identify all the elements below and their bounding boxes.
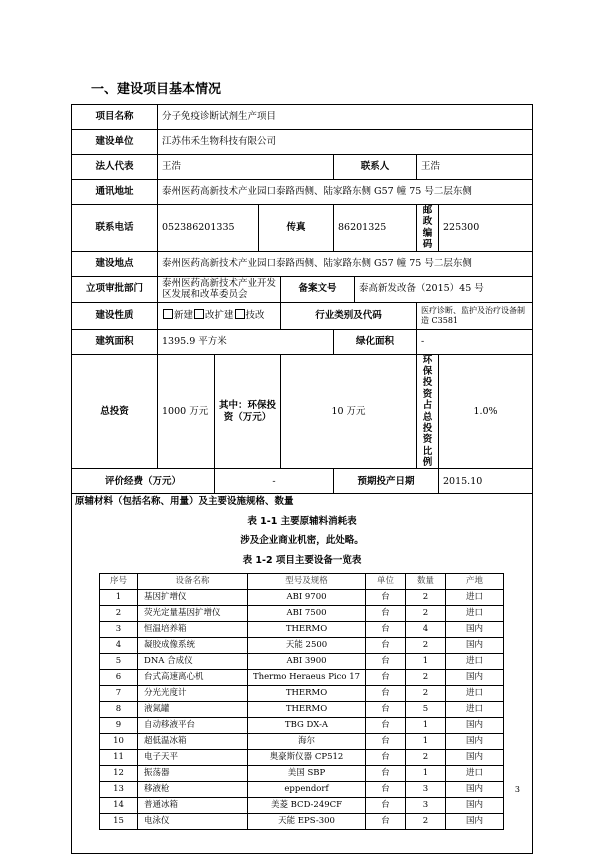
postcode-value: 225300 — [439, 205, 533, 252]
table-cell: 奥豪斯仪器 CP512 — [248, 750, 366, 766]
operation-date-value: 2015.10 — [439, 469, 533, 494]
table-cell: 台 — [366, 814, 406, 830]
table-cell: ABI 7500 — [248, 606, 366, 622]
table-cell: 台式高速离心机 — [138, 670, 248, 686]
table2-caption: 表 1-2 项目主要设备一览表 — [242, 554, 362, 566]
table-cell: ABI 3900 — [248, 654, 366, 670]
table-row — [100, 702, 504, 718]
env-invest-value: 10 万元 — [281, 354, 417, 469]
table-cell: 12 — [100, 766, 138, 782]
table-row — [100, 718, 504, 734]
nature-expand-checkbox[interactable] — [194, 309, 204, 319]
legal-value: 王浩 — [158, 155, 334, 180]
fax-value: 86201325 — [334, 205, 417, 252]
table-cell: 5 — [406, 702, 446, 718]
table-cell: 15 — [100, 814, 138, 830]
table-cell: TBG DX-A — [248, 718, 366, 734]
table-cell: 电泳仪 — [138, 814, 248, 830]
table-cell: 台 — [366, 670, 406, 686]
fax-label: 传真 — [259, 205, 334, 252]
table-cell: 台 — [366, 718, 406, 734]
nature-value — [158, 302, 281, 329]
header-cell: 型号及规格 — [248, 574, 366, 590]
green-label: 绿化面积 — [334, 329, 417, 354]
area-label: 建筑面积 — [72, 329, 158, 354]
phone-label: 联系电话 — [72, 205, 158, 252]
filing-label: 备案文号 — [281, 276, 355, 302]
project-name-label: 项目名称 — [72, 105, 158, 130]
table-row — [100, 638, 504, 654]
table-cell: 台 — [366, 702, 406, 718]
green-value: - — [417, 329, 533, 354]
table-cell: THERMO — [248, 702, 366, 718]
table-row — [100, 798, 504, 814]
table-cell: 进口 — [446, 766, 504, 782]
table-cell: 4 — [406, 622, 446, 638]
eval-fee-label: 评价经费（万元） — [72, 469, 215, 494]
confidential-note: 涉及企业商业机密，此处略。 — [240, 535, 364, 547]
nature-new-checkbox[interactable] — [163, 309, 173, 319]
invest-value: 1000 万元 — [158, 354, 215, 469]
table-row — [100, 814, 504, 830]
table-cell: 国内 — [446, 750, 504, 766]
site-label: 建设地点 — [72, 251, 158, 276]
table-cell: 荧光定量基因扩增仪 — [138, 606, 248, 622]
table-cell: 国内 — [446, 670, 504, 686]
table-cell: ABI 9700 — [248, 590, 366, 606]
table-cell: 13 — [100, 782, 138, 798]
table-cell: 14 — [100, 798, 138, 814]
table-cell: 液氮罐 — [138, 702, 248, 718]
table-cell: 2 — [406, 638, 446, 654]
table-cell: 自动移液平台 — [138, 718, 248, 734]
industry-value: 医疗诊断、监护及治疗设备制造 C3581 — [417, 302, 533, 329]
table-cell: 进口 — [446, 590, 504, 606]
table-cell: 1 — [406, 718, 446, 734]
table-row — [100, 606, 504, 622]
table-cell: 凝胶成像系统 — [138, 638, 248, 654]
header-cell: 序号 — [100, 574, 138, 590]
header-cell: 设备名称 — [138, 574, 248, 590]
table-cell: 普通冰箱 — [138, 798, 248, 814]
env-invest-label: 其中：环保投资（万元） — [215, 354, 281, 469]
table-cell: 台 — [366, 638, 406, 654]
table-cell: 3 — [100, 622, 138, 638]
contact-value: 王浩 — [417, 155, 533, 180]
table-cell: Thermo Heraeus Pico 17 — [248, 670, 366, 686]
header-cell: 数量 — [406, 574, 446, 590]
table-cell: 1 — [406, 734, 446, 750]
table-row — [100, 622, 504, 638]
table-cell: 美菱 BCD-249CF — [248, 798, 366, 814]
table-cell: 2 — [406, 686, 446, 702]
table-cell: 11 — [100, 750, 138, 766]
header-cell: 产地 — [446, 574, 504, 590]
table-cell: 台 — [366, 654, 406, 670]
table-cell: 美国 SBP — [248, 766, 366, 782]
table-cell: 5 — [100, 654, 138, 670]
header-cell: 单位 — [366, 574, 406, 590]
approval-dept-label: 立项审批部门 — [72, 276, 158, 302]
table-cell: 国内 — [446, 814, 504, 830]
project-info-table — [71, 104, 533, 854]
table-cell: 8 — [100, 702, 138, 718]
phone-value: 052386201335 — [158, 205, 259, 252]
table-cell: THERMO — [248, 686, 366, 702]
table-cell: 进口 — [446, 702, 504, 718]
address-value: 泰州医药高新技术产业园口泰路西侧、陆家路东侧 G57 幢 75 号二层东侧 — [158, 180, 533, 205]
nature-tech-label: 技改 — [245, 310, 265, 322]
table-cell: 台 — [366, 606, 406, 622]
industry-label: 行业类别及代码 — [281, 302, 417, 329]
table1-caption: 表 1-1 主要原辅料消耗表 — [247, 515, 357, 527]
table-cell: 1 — [406, 766, 446, 782]
address-label: 通讯地址 — [72, 180, 158, 205]
page-number: 3 — [514, 785, 520, 794]
table-cell: 台 — [366, 686, 406, 702]
table-cell: 国内 — [446, 734, 504, 750]
table-cell: 移液枪 — [138, 782, 248, 798]
table-cell: 3 — [406, 782, 446, 798]
table-cell: 恒温培养箱 — [138, 622, 248, 638]
table-cell: 1 — [100, 590, 138, 606]
area-value: 1395.9 平方米 — [158, 329, 334, 354]
table-cell: 分光光度计 — [138, 686, 248, 702]
table-cell: 电子天平 — [138, 750, 248, 766]
table-cell: 10 — [100, 734, 138, 750]
nature-label: 建设性质 — [72, 302, 158, 329]
table-cell: 进口 — [446, 654, 504, 670]
filing-value: 泰高新发改备（2015）45 号 — [355, 276, 533, 302]
materials-section — [72, 494, 533, 854]
table-cell: 9 — [100, 718, 138, 734]
table-row — [100, 670, 504, 686]
equipment-table — [99, 573, 504, 830]
table-cell: 4 — [100, 638, 138, 654]
table-cell: 台 — [366, 734, 406, 750]
table-cell: 海尔 — [248, 734, 366, 750]
builder-value: 江苏伟禾生物科技有限公司 — [158, 130, 533, 155]
table-row — [100, 782, 504, 798]
table-cell: 2 — [406, 606, 446, 622]
equipment-header-row — [100, 574, 504, 590]
section-title: 一、建设项目基本情况 — [91, 82, 222, 97]
table-cell: 台 — [366, 782, 406, 798]
table-cell: 台 — [366, 766, 406, 782]
contact-label: 联系人 — [334, 155, 417, 180]
table-cell: 国内 — [446, 622, 504, 638]
table-cell: 振荡器 — [138, 766, 248, 782]
eval-fee-value: - — [215, 469, 334, 494]
nature-expand-label: 改扩建 — [205, 310, 234, 322]
nature-new-label: 新建 — [174, 310, 194, 322]
builder-label: 建设单位 — [72, 130, 158, 155]
table-cell: 6 — [100, 670, 138, 686]
table-row — [100, 686, 504, 702]
table-row — [100, 654, 504, 670]
operation-date-label: 预期投产日期 — [334, 469, 439, 494]
env-ratio-label: 环保投资占总投资比例 — [417, 354, 439, 469]
table-row — [100, 590, 504, 606]
table-cell: 进口 — [446, 606, 504, 622]
table-cell: 国内 — [446, 718, 504, 734]
table-cell: 3 — [406, 798, 446, 814]
table-cell: 1 — [406, 654, 446, 670]
table-cell: 2 — [406, 670, 446, 686]
legal-label: 法人代表 — [72, 155, 158, 180]
table-cell: 基因扩增仪 — [138, 590, 248, 606]
table-row — [100, 734, 504, 750]
env-ratio-value: 1.0% — [439, 354, 533, 469]
table-cell: 台 — [366, 590, 406, 606]
table-cell: 台 — [366, 750, 406, 766]
nature-tech-checkbox[interactable] — [235, 309, 245, 319]
table-cell: DNA 合成仪 — [138, 654, 248, 670]
table-cell: 7 — [100, 686, 138, 702]
table-cell: 台 — [366, 622, 406, 638]
table-row — [100, 750, 504, 766]
table-cell: 台 — [366, 798, 406, 814]
table-cell: 超低温冰箱 — [138, 734, 248, 750]
postcode-label: 邮政编码 — [417, 205, 439, 252]
table-cell: 2 — [406, 590, 446, 606]
table-cell: 天能 EPS-300 — [248, 814, 366, 830]
materials-heading: 原辅材料（包括名称、用量）及主要设施规格、数量 — [75, 496, 294, 508]
site-value: 泰州医药高新技术产业园口泰路西侧、陆家路东侧 G57 幢 75 号二层东侧 — [158, 251, 533, 276]
table-cell: 2 — [100, 606, 138, 622]
table-cell: 2 — [406, 750, 446, 766]
table-cell: THERMO — [248, 622, 366, 638]
table-cell: 国内 — [446, 782, 504, 798]
table-cell: 2 — [406, 814, 446, 830]
table-row — [100, 766, 504, 782]
table-cell: 天能 2500 — [248, 638, 366, 654]
table-cell: 国内 — [446, 638, 504, 654]
approval-dept-value: 泰州医药高新技术产业开发区发展和改革委员会 — [158, 276, 281, 302]
table-cell: 进口 — [446, 686, 504, 702]
table-cell: 国内 — [446, 798, 504, 814]
invest-label: 总投资 — [72, 354, 158, 469]
project-name-value: 分子免疫诊断试剂生产项目 — [158, 105, 533, 130]
table-cell: eppendorf — [248, 782, 366, 798]
